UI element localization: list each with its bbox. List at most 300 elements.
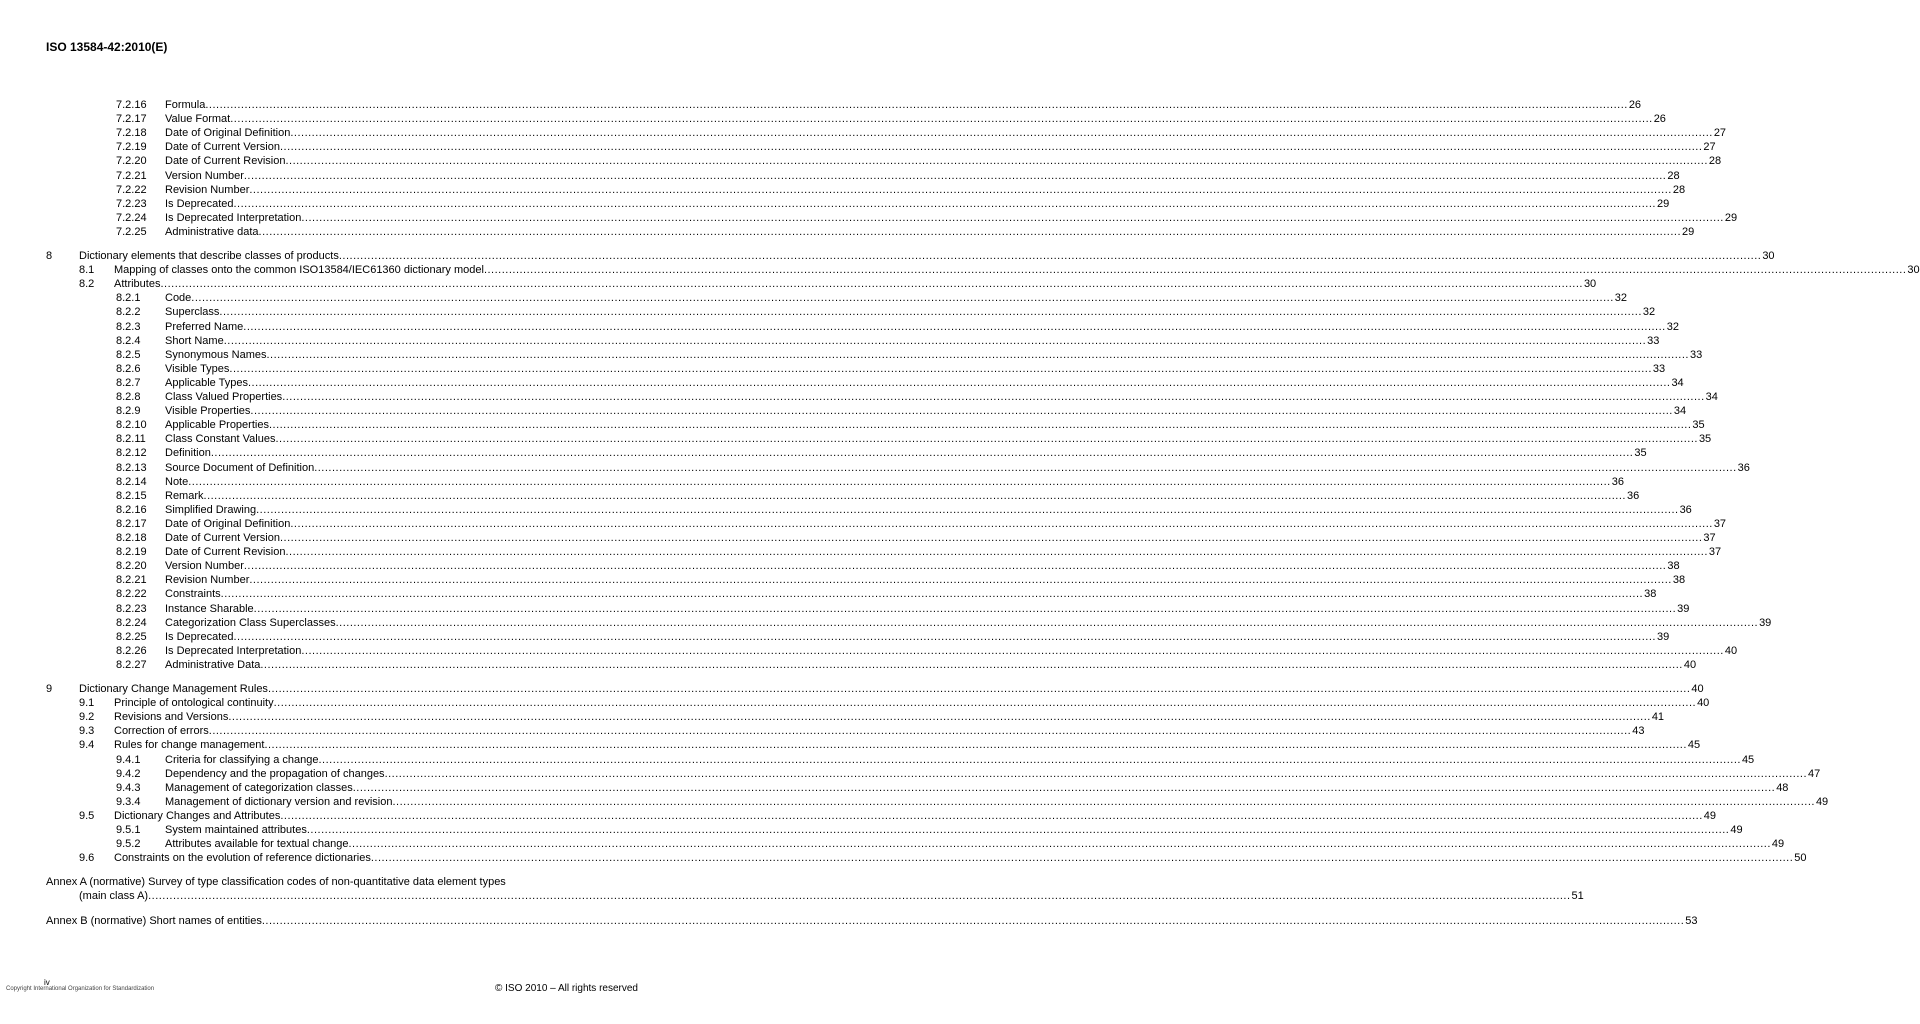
toc-entry-body — [165, 630, 1670, 644]
toc-entry-title: Management of dictionary version and revision — [165, 795, 393, 808]
toc-entry[interactable] — [0, 795, 1829, 809]
toc-entry-number: 9.3.4 — [116, 795, 141, 808]
toc-entry[interactable] — [0, 305, 1656, 319]
toc-entry[interactable] — [0, 753, 1755, 767]
toc-entry[interactable] — [0, 263, 1920, 277]
toc-annex-heading — [0, 875, 724, 889]
toc-entry-body — [165, 587, 1657, 601]
toc-leader-dots: ................................................................................................................................................................................................................................................................................................................................................................................................................ — [352, 781, 1776, 794]
toc-leader-dots: ................................................................................................................................................................................................................................................................................................................................................................................................................ — [205, 99, 1628, 111]
toc-entry[interactable] — [0, 559, 1680, 573]
toc-entry-body — [114, 277, 1597, 291]
toc-entry-page: 30 — [1762, 250, 1775, 262]
toc-entry-title: Management of categorization classes — [165, 781, 353, 794]
toc-entry-page: 29 — [1724, 211, 1738, 224]
toc-leader-dots: ................................................................................................................................................................................................................................................................................................................................................................................................................ — [267, 683, 1691, 695]
toc-entry-number: 8.2.11 — [116, 433, 146, 446]
toc-entry-number: 8.2.20 — [116, 560, 147, 573]
toc-entry-page: 26 — [1628, 99, 1642, 111]
toc-entry-body — [165, 112, 1666, 126]
toc-leader-dots: ................................................................................................................................................................................................................................................................................................................................................................................................................ — [219, 306, 1642, 319]
toc-entry-page: 49 — [1815, 795, 1829, 808]
toc-entry-number: 8.2.6 — [116, 362, 141, 375]
toc-entry-number: 9.5 — [79, 809, 95, 822]
toc-entry[interactable] — [0, 517, 1727, 531]
toc-entry-body — [114, 809, 1717, 823]
toc-entry-page: 33 — [1652, 362, 1666, 375]
toc-entry-page: 43 — [1632, 725, 1645, 738]
toc-entry-title: Date of Original Definition — [165, 517, 291, 530]
toc-entry-page: 28 — [1708, 155, 1722, 168]
toc-entry-body — [165, 644, 1738, 658]
toc-leader-dots: ................................................................................................................................................................................................................................................................................................................................................................................................................ — [243, 560, 1667, 573]
toc-entry-title: Note — [165, 475, 189, 488]
toc-entry-body — [114, 710, 1665, 724]
toc-entry-page: 39 — [1677, 602, 1690, 615]
toc-entry[interactable] — [0, 503, 1692, 517]
toc-entry-body — [165, 334, 1660, 348]
toc-entry[interactable] — [0, 767, 1821, 781]
toc-entry-body — [165, 154, 1722, 168]
toc-entry-page: 36 — [1737, 461, 1750, 474]
toc-entry-title: Version Number — [165, 169, 244, 182]
toc-entry-number: 8.2.5 — [116, 348, 141, 361]
toc-annex-line: Annex A (normative) Survey of type classification codes of non-quantitative data element types — [46, 876, 506, 889]
toc-entry-number: 8.2.25 — [116, 630, 147, 643]
page-number: iv — [44, 978, 50, 987]
toc-leader-dots: ................................................................................................................................................................................................................................................................................................................................................................................................................ — [223, 334, 1647, 347]
toc-entry-page: 40 — [1691, 683, 1704, 695]
toc-entry-body — [114, 851, 1807, 865]
toc-entry-page: 41 — [1651, 711, 1665, 724]
toc-entry-title: Definition — [165, 447, 211, 460]
toc-entry[interactable] — [0, 249, 1775, 263]
toc-entry-page: 36 — [1626, 489, 1640, 502]
toc-entry-number: 8.2.23 — [116, 602, 147, 615]
toc-entry-body — [165, 126, 1727, 140]
toc-entry-number: 9.3 — [79, 725, 95, 738]
toc-entry-title: Administrative Data — [165, 658, 261, 671]
toc-entry-title: Class Constant Values — [165, 433, 276, 446]
toc-entry[interactable] — [0, 446, 1647, 460]
toc-leader-dots: ................................................................................................................................................................................................................................................................................................................................................................................................................ — [279, 532, 1703, 544]
toc-entry-page: 35 — [1698, 433, 1712, 446]
toc-entry-page: 49 — [1771, 838, 1785, 851]
toc-entry-body — [114, 696, 1710, 710]
toc-entry-number: 8.2.4 — [116, 334, 141, 347]
toc-entry-title: Is Deprecated Interpretation — [165, 211, 302, 224]
toc-leader-dots: ................................................................................................................................................................................................................................................................................................................................................................................................................ — [335, 616, 1759, 629]
toc-entry-body — [114, 263, 1920, 277]
toc-entry-title: Synonymous Names — [165, 348, 267, 361]
toc-entry-number: 8.2.8 — [116, 391, 141, 403]
toc-entry-number: 8.2.17 — [116, 517, 147, 530]
toc-entry-number: 9.1 — [79, 697, 95, 710]
toc-entry-number: 8.2.19 — [116, 546, 147, 559]
toc-entry-number: 8.2.15 — [116, 489, 147, 502]
toc-entry-body — [165, 418, 1705, 432]
toc-entry-title: Is Deprecated — [165, 630, 234, 643]
toc-leader-dots: ................................................................................................................................................................................................................................................................................................................................................................................................................ — [301, 211, 1724, 224]
toc-entry-title: Applicable Types — [165, 376, 248, 389]
toc-entry-number: 8.2.3 — [116, 320, 141, 333]
toc-entry-title: Revision Number — [165, 183, 250, 196]
toc-entry-title: Principle of ontological continuity — [114, 697, 274, 710]
toc-entry-body — [165, 658, 1697, 672]
toc-leader-dots: ................................................................................................................................................................................................................................................................................................................................................................................................................ — [188, 475, 1611, 488]
toc-entry-number: 9.4.2 — [116, 767, 141, 780]
toc-entry-title: Constraints — [165, 588, 221, 601]
toc-entry-page: 40 — [1724, 644, 1738, 657]
toc-entry-number: 9.4 — [79, 739, 95, 752]
toc-entry-body — [165, 140, 1716, 154]
toc-entry-title: Attributes — [114, 278, 161, 291]
toc-entry-page: 32 — [1642, 306, 1656, 319]
toc-entry[interactable] — [0, 183, 1686, 197]
toc-entry[interactable] — [0, 573, 1686, 587]
toc-leader-dots: ................................................................................................................................................................................................................................................................................................................................................................................................................ — [243, 320, 1666, 333]
toc-entry[interactable] — [0, 851, 1807, 865]
toc-entry-page: 53 — [1685, 914, 1698, 927]
toc-leader-dots: ................................................................................................................................................................................................................................................................................................................................................................................................................ — [266, 348, 1689, 361]
toc-entry[interactable] — [0, 475, 1624, 489]
toc-entry-body — [165, 573, 1686, 587]
toc-entry-number: 8.2.24 — [116, 616, 147, 629]
toc-entry-page: 33 — [1647, 334, 1660, 347]
toc-entry[interactable] — [0, 225, 1695, 239]
toc-leader-dots: ................................................................................................................................................................................................................................................................................................................................................................................................................ — [258, 225, 1682, 238]
toc-entry[interactable] — [0, 126, 1727, 140]
toc-entry[interactable] — [0, 724, 1645, 738]
toc-leader-dots: ................................................................................................................................................................................................................................................................................................................................................................................................................ — [148, 890, 1571, 903]
toc-leader-dots: ................................................................................................................................................................................................................................................................................................................................................................................................................ — [370, 852, 1794, 865]
toc-leader-dots: ................................................................................................................................................................................................................................................................................................................................................................................................................ — [290, 517, 1713, 530]
toc-entry[interactable] — [0, 320, 1679, 334]
toc-entry-title: Revision Number — [165, 574, 250, 587]
toc-entry-title: Is Deprecated — [165, 197, 234, 210]
toc-entry[interactable] — [0, 837, 1785, 851]
toc-entry-body — [165, 602, 1690, 616]
toc-entry-title: Value Format — [165, 113, 231, 126]
toc-leader-dots: ................................................................................................................................................................................................................................................................................................................................................................................................................ — [228, 711, 1651, 724]
toc-entry-page: 28 — [1667, 169, 1680, 182]
toc-entry-number: 7.2.23 — [116, 197, 147, 210]
toc-entry-title: Applicable Properties — [165, 419, 269, 432]
toc-entry-title: Date of Current Revision — [165, 546, 286, 559]
toc-leader-dots: ................................................................................................................................................................................................................................................................................................................................................................................................................ — [249, 574, 1672, 587]
toc-entry[interactable] — [0, 889, 1584, 903]
toc-entry-page: 26 — [1653, 113, 1666, 126]
toc-entry-title: Dictionary elements that describe classes of products — [79, 250, 339, 262]
toc-leader-dots: ................................................................................................................................................................................................................................................................................................................................................................................................................ — [483, 264, 1907, 277]
toc-entry-number: 9.5.1 — [116, 824, 141, 836]
toc-entry[interactable] — [0, 489, 1640, 503]
toc-entry-page: 47 — [1808, 767, 1821, 780]
toc-entry-body — [165, 781, 1789, 795]
toc-entry-title: Formula — [165, 99, 206, 111]
toc-entry-page: 37 — [1713, 517, 1727, 530]
toc-entry-number: 7.2.17 — [116, 113, 147, 126]
toc-leader-dots: ................................................................................................................................................................................................................................................................................................................................................................................................................ — [384, 767, 1808, 780]
toc-entry-page: 39 — [1759, 616, 1772, 629]
toc-entry-title: Mapping of classes onto the common ISO13584/IEC61360 dictionary model — [114, 264, 484, 277]
toc-leader-dots: ................................................................................................................................................................................................................................................................................................................................................................................................................ — [230, 113, 1653, 126]
toc-leader-dots: ................................................................................................................................................................................................................................................................................................................................................................................................................ — [233, 630, 1656, 643]
toc-entry-page: 34 — [1673, 405, 1687, 418]
toc-entry-title: Is Deprecated Interpretation — [165, 644, 302, 657]
toc-entry-number: 8.2.22 — [116, 588, 147, 601]
toc-leader-dots: ................................................................................................................................................................................................................................................................................................................................................................................................................ — [290, 127, 1713, 140]
toc-leader-dots: ................................................................................................................................................................................................................................................................................................................................................................................................................ — [203, 489, 1626, 502]
toc-entry-page: 39 — [1656, 630, 1670, 643]
toc-entry[interactable] — [0, 738, 1701, 752]
toc-entry[interactable] — [0, 545, 1722, 559]
toc-entry-body — [165, 432, 1712, 446]
toc-entry-body — [165, 320, 1679, 334]
toc-leader-dots: ................................................................................................................................................................................................................................................................................................................................................................................................................ — [280, 809, 1703, 822]
toc-entry[interactable] — [0, 644, 1738, 658]
toc-entry-body — [165, 795, 1829, 809]
toc-entry-page: 27 — [1713, 127, 1727, 140]
toc-entry-number: 7.2.24 — [116, 211, 147, 224]
toc-entry-number: 8.2.18 — [116, 532, 147, 544]
toc-entry-page: 38 — [1644, 588, 1657, 601]
toc-entry-number: 7.2.16 — [116, 99, 147, 111]
toc-entry-page: 38 — [1667, 560, 1680, 573]
toc-entry[interactable] — [0, 169, 1680, 183]
toc-entry-page: 28 — [1672, 183, 1686, 196]
toc-entry[interactable] — [0, 630, 1670, 644]
toc-entry-number: 8.2 — [79, 278, 95, 291]
toc-entry-number: 8.2.9 — [116, 405, 141, 418]
toc-entry-page: 38 — [1672, 574, 1686, 587]
toc-entry-number: 8.2.27 — [116, 658, 147, 671]
toc-entry-body — [79, 889, 1584, 903]
toc-entry-title: Superclass — [165, 306, 220, 319]
toc-entry[interactable] — [0, 432, 1712, 446]
toc-entry-number: 8 — [46, 250, 53, 262]
toc-leader-dots: ................................................................................................................................................................................................................................................................................................................................................................................................................ — [268, 419, 1692, 432]
toc-entry[interactable] — [0, 461, 1750, 475]
toc-entry-number: 9 — [46, 683, 53, 695]
toc-entry-page: 29 — [1682, 225, 1695, 238]
toc-entry-title: Short Name — [165, 334, 224, 347]
toc-entry-title: System maintained attributes — [165, 824, 307, 836]
toc-leader-dots: ................................................................................................................................................................................................................................................................................................................................................................................................................ — [264, 739, 1687, 752]
toc-leader-dots: ................................................................................................................................................................................................................................................................................................................................................................................................................ — [338, 250, 1762, 262]
toc-entry[interactable] — [0, 710, 1665, 724]
toc-entry-title: Constraints on the evolution of reference dictionaries — [114, 852, 371, 865]
toc-leader-dots: ................................................................................................................................................................................................................................................................................................................................................................................................................ — [249, 183, 1672, 196]
toc-entry-title: Visible Properties — [165, 405, 251, 418]
toc-entry-title: Dependency and the propagation of changes — [165, 767, 385, 780]
toc-entry-page: 27 — [1703, 141, 1716, 154]
toc-entry-page: 50 — [1794, 852, 1807, 865]
toc-entry-title: Remark — [165, 489, 204, 502]
toc-entry-number: 9.4.1 — [116, 753, 141, 766]
toc-entry[interactable] — [0, 154, 1722, 168]
toc-entry-number: 9.6 — [79, 852, 95, 865]
toc-entry-number: 8.2.7 — [116, 376, 141, 389]
toc-entry-body — [114, 724, 1645, 738]
toc-entry-title: Attributes available for textual change — [165, 838, 349, 851]
toc-entry-number: 8.2.2 — [116, 306, 141, 319]
toc-leader-dots: ................................................................................................................................................................................................................................................................................................................................................................................................................ — [243, 169, 1667, 182]
toc-entry-body — [79, 249, 1775, 263]
toc-entry-body — [165, 531, 1716, 545]
toc-entry-page: 30 — [1583, 278, 1597, 291]
toc-leader-dots: ................................................................................................................................................................................................................................................................................................................................................................................................................ — [250, 405, 1673, 418]
toc-entry-title: Version Number — [165, 560, 244, 573]
toc-leader-dots: ................................................................................................................................................................................................................................................................................................................................................................................................................ — [318, 753, 1741, 766]
toc-entry-page: 36 — [1679, 503, 1692, 516]
toc-entry-number: 7.2.18 — [116, 127, 147, 140]
toc-entry-page: 33 — [1689, 348, 1703, 361]
toc-entry-number: 8.2.1 — [116, 292, 141, 305]
toc-entry[interactable] — [0, 682, 1704, 696]
toc-leader-dots: ................................................................................................................................................................................................................................................................................................................................................................................................................ — [253, 602, 1677, 615]
toc-entry-body — [165, 183, 1686, 197]
toc-entry-title: Date of Current Version — [165, 532, 280, 544]
toc-entry-body — [165, 169, 1680, 183]
toc-leader-dots: ................................................................................................................................................................................................................................................................................................................................................................................................................ — [208, 725, 1632, 738]
toc-entry-title: Revisions and Versions — [114, 711, 229, 724]
toc-entry-body — [165, 503, 1692, 517]
toc-entry-title: Visible Types — [165, 362, 230, 375]
toc-entry-page: 32 — [1614, 292, 1628, 305]
toc-entry[interactable] — [0, 823, 1743, 837]
toc-entry-page: 49 — [1703, 809, 1717, 822]
toc-entry-title: Dictionary Changes and Attributes — [114, 809, 281, 822]
toc-leader-dots: ................................................................................................................................................................................................................................................................................................................................................................................................................ — [285, 546, 1708, 559]
toc-leader-dots: ................................................................................................................................................................................................................................................................................................................................................................................................................ — [261, 914, 1685, 927]
toc-entry-body — [165, 197, 1670, 211]
toc-entry[interactable] — [0, 587, 1657, 601]
toc-leader-dots: ................................................................................................................................................................................................................................................................................................................................................................................................................ — [348, 838, 1771, 851]
toc-entry-body — [165, 305, 1656, 319]
toc-entry-title: Preferred Name — [165, 320, 244, 333]
toc-entry-body — [165, 461, 1750, 475]
toc-entry-body — [165, 837, 1785, 851]
toc-entry[interactable] — [0, 781, 1789, 795]
toc-entry-body — [46, 914, 1698, 928]
toc-entry-body — [114, 738, 1701, 752]
toc-entry[interactable] — [0, 658, 1697, 672]
toc-entry-number: 8.2.12 — [116, 447, 147, 460]
toc-entry-body — [165, 616, 1772, 630]
toc-leader-dots: ................................................................................................................................................................................................................................................................................................................................................................................................................ — [275, 433, 1698, 446]
toc-entry[interactable] — [0, 362, 1666, 376]
toc-leader-dots: ................................................................................................................................................................................................................................................................................................................................................................................................................ — [160, 278, 1583, 291]
toc-leader-dots: ................................................................................................................................................................................................................................................................................................................................................................................................................ — [273, 697, 1697, 710]
toc-entry[interactable] — [0, 376, 1684, 390]
toc-leader-dots: ................................................................................................................................................................................................................................................................................................................................................................................................................ — [210, 447, 1634, 460]
toc-entry[interactable] — [0, 531, 1716, 545]
toc-entry[interactable] — [0, 616, 1772, 630]
toc-entry-title: Simplified Drawing — [165, 503, 257, 516]
toc-entry-number: 9.5.2 — [116, 838, 141, 851]
toc-entry-title: Criteria for classifying a change — [165, 753, 319, 766]
toc-entry[interactable] — [0, 211, 1738, 225]
toc-leader-dots: ................................................................................................................................................................................................................................................................................................................................................................................................................ — [282, 391, 1705, 403]
toc-entry-body — [165, 559, 1680, 573]
toc-entry-page: 45 — [1741, 753, 1755, 766]
toc-entry-page: 48 — [1776, 781, 1789, 794]
toc-entry-page: 40 — [1683, 658, 1697, 671]
toc-entry-number: 7.2.22 — [116, 183, 147, 196]
toc-entry-title: Instance Sharable — [165, 602, 254, 615]
toc-entry-page: 34 — [1705, 391, 1718, 403]
toc-leader-dots: ................................................................................................................................................................................................................................................................................................................................................................................................................ — [260, 658, 1683, 671]
toc-entry-body — [165, 545, 1722, 559]
toc-entry-page: 35 — [1692, 419, 1705, 432]
toc-entry[interactable] — [0, 418, 1705, 432]
toc-entry-body — [165, 225, 1695, 239]
toc-entry-page: 45 — [1687, 739, 1701, 752]
toc-entry-title: Administrative data — [165, 225, 259, 238]
toc-entry-number: 7.2.25 — [116, 225, 147, 238]
toc-entry-page: 29 — [1656, 197, 1670, 210]
toc-leader-dots: ................................................................................................................................................................................................................................................................................................................................................................................................................ — [279, 141, 1703, 154]
toc-entry-body — [165, 767, 1821, 781]
toc-entry-title: Class Valued Properties — [165, 391, 283, 403]
toc-entry-title: Categorization Class Superclasses — [165, 616, 336, 629]
toc-entry[interactable] — [0, 140, 1716, 154]
toc-leader-dots: ................................................................................................................................................................................................................................................................................................................................................................................................................ — [392, 795, 1815, 808]
toc-leader-dots: ................................................................................................................................................................................................................................................................................................................................................................................................................ — [220, 588, 1644, 601]
toc-entry-body — [165, 362, 1666, 376]
toc-entry[interactable] — [0, 914, 1698, 928]
toc-entry[interactable] — [0, 291, 1628, 305]
toc-entry[interactable] — [0, 348, 1703, 362]
toc-entry-title: (main class A) — [79, 890, 149, 903]
toc-entry-body — [79, 682, 1704, 696]
toc-entry-page: 37 — [1708, 546, 1722, 559]
copyright-notice-left: Copyright International Organization for Standardization — [6, 986, 155, 992]
toc-entry-number: 9.4.3 — [116, 781, 141, 794]
toc-entry[interactable] — [0, 809, 1717, 823]
toc-entry[interactable] — [0, 197, 1670, 211]
toc-entry[interactable] — [0, 277, 1597, 291]
toc-entry-page: 49 — [1730, 824, 1743, 836]
toc-leader-dots: ................................................................................................................................................................................................................................................................................................................................................................................................................ — [314, 461, 1737, 474]
document-header: ISO 13584-42:2010(E) — [46, 40, 168, 54]
toc-entry[interactable] — [0, 98, 1642, 112]
toc-entry-body — [165, 98, 1642, 112]
toc-entry-number: 9.2 — [79, 711, 95, 724]
toc-entry-number: 8.2.14 — [116, 475, 147, 488]
toc-entry[interactable] — [0, 696, 1710, 710]
toc-entry-page: 35 — [1634, 447, 1647, 460]
toc-entry-page: 36 — [1611, 475, 1624, 488]
toc-entry[interactable] — [0, 390, 1718, 404]
toc-entry[interactable] — [0, 112, 1666, 126]
toc-entry-title: Date of Current Version — [165, 141, 280, 154]
toc-leader-dots: ................................................................................................................................................................................................................................................................................................................................................................................................................ — [233, 197, 1656, 210]
toc-entry-number: 8.1 — [79, 264, 95, 277]
toc-entry-body — [165, 211, 1738, 225]
toc-entry[interactable] — [0, 334, 1660, 348]
toc-leader-dots: ................................................................................................................................................................................................................................................................................................................................................................................................................ — [306, 824, 1730, 836]
toc-entry-title: Date of Current Revision — [165, 155, 286, 168]
toc-entry[interactable] — [0, 602, 1690, 616]
toc-entry-title: Date of Original Definition — [165, 127, 291, 140]
toc-entry-body — [165, 753, 1755, 767]
toc-entry[interactable] — [0, 404, 1687, 418]
toc-leader-dots: ................................................................................................................................................................................................................................................................................................................................................................................................................ — [229, 362, 1652, 375]
toc-entry-number: 8.2.26 — [116, 644, 147, 657]
toc-entry-number: 7.2.20 — [116, 155, 147, 168]
